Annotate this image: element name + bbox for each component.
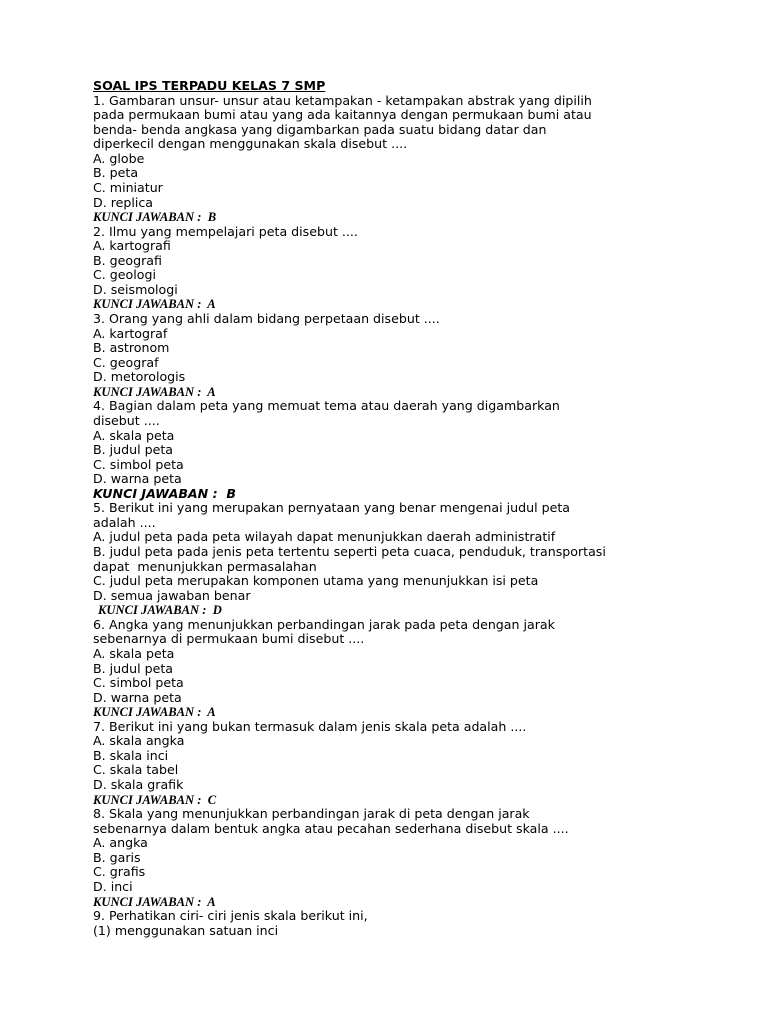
answer-option: C. geologi [93, 267, 156, 283]
answer-option: C. grafis [93, 864, 146, 880]
answer-option: A. skala peta [93, 645, 175, 661]
document-title: SOAL IPS TERPADU KELAS 7 SMP [93, 78, 326, 93]
text-line: disebut .... [93, 412, 160, 428]
answer-option: A. kartograf [93, 325, 168, 341]
answer-option: B. skala inci [93, 747, 169, 763]
answer-option: A. angka [93, 835, 148, 851]
answer-option: A. judul peta pada peta wilayah dapat menunjukkan daerah administratif [93, 529, 556, 545]
answer-option: B. peta [93, 165, 139, 181]
answer-key: KUNCI JAWABAN : B [93, 485, 236, 501]
answer-option: B. judul peta pada jenis peta tertentu seperti peta cuaca, penduduk, transportasi [93, 544, 606, 559]
answer-option: A. skala peta [93, 427, 175, 443]
answer-option: B. geografi [93, 252, 162, 268]
answer-key: KUNCI JAWABAN : A [93, 894, 216, 909]
document-body [93, 79, 733, 938]
question-text: 5. Berikut ini yang merupakan pernyataan yang benar mengenai judul peta [93, 500, 570, 516]
question-text: 3. Orang yang ahli dalam bidang perpetaan disebut .... [93, 311, 440, 326]
answer-option: B. astronom [93, 340, 170, 356]
text-line: diperkecil dengan menggunakan skala disebut .... [93, 136, 408, 152]
answer-option: D. replica [93, 194, 153, 210]
answer-option: A. skala angka [93, 733, 185, 749]
answer-option: D. semua jawaban benar [93, 587, 251, 603]
text-line: benda- benda angkasa yang digambarkan pada suatu bidang datar dan [93, 121, 547, 137]
text-line: sebenarnya di permukaan bumi disebut .... [93, 631, 365, 647]
question-text: 2. Ilmu yang mempelajari peta disebut .... [93, 223, 358, 239]
question-text: 4. Bagian dalam peta yang memuat tema atau daerah yang digambarkan [93, 398, 560, 414]
text-line: (1) menggunakan satuan inci [93, 922, 279, 938]
question-text: 8. Skala yang menunjukkan perbandingan jarak di peta dengan jarak [93, 806, 530, 822]
answer-key: KUNCI JAWABAN : B [93, 210, 217, 225]
answer-option: C. skala tabel [93, 762, 179, 778]
answer-option: D. warna peta [93, 689, 182, 705]
answer-key: KUNCI JAWABAN : D [98, 603, 222, 618]
answer-option: B. garis [93, 849, 141, 865]
text-line: sebenarnya dalam bentuk angka atau pecahan sederhana disebut skala .... [93, 820, 569, 836]
answer-option: A. kartografi [93, 238, 171, 254]
answer-option: B. judul peta [93, 442, 174, 458]
answer-option: C. simbol peta [93, 675, 184, 691]
question-text: 1. Gambaran unsur- unsur atau ketampakan - ketampakan abstrak yang dipilih [93, 92, 592, 108]
answer-option: D. inci [93, 878, 133, 894]
answer-option: C. miniatur [93, 179, 163, 195]
answer-option: D. seismologi [93, 281, 178, 297]
answer-option: D. skala grafik [93, 777, 184, 792]
question-text: 6. Angka yang menunjukkan perbandingan jarak pada peta dengan jarak [93, 616, 555, 632]
answer-key: KUNCI JAWABAN : C [93, 792, 217, 807]
answer-key: KUNCI JAWABAN : A [93, 705, 216, 720]
text-line: pada permukaan bumi atau yang ada kaitannya dengan permukaan bumi atau [93, 107, 592, 123]
answer-option: C. simbol peta [93, 456, 184, 472]
answer-key: KUNCI JAWABAN : A [93, 297, 216, 312]
answer-option: C. geograf [93, 354, 159, 370]
text-line: adalah .... [93, 514, 156, 530]
answer-option: D. warna peta [93, 471, 182, 487]
answer-option: A. globe [93, 150, 145, 166]
answer-option: D. metorologis [93, 369, 186, 385]
question-text: 7. Berikut ini yang bukan termasuk dalam jenis skala peta adalah .... [93, 718, 527, 734]
answer-key: KUNCI JAWABAN : A [93, 384, 216, 399]
question-text: 9. Perhatikan ciri- ciri jenis skala berikut ini, [93, 908, 368, 924]
answer-option: C. judul peta merupakan komponen utama yang menunjukkan isi peta [93, 573, 539, 589]
answer-option: B. judul peta [93, 660, 174, 676]
text-line: dapat menunjukkan permasalahan [93, 558, 317, 574]
